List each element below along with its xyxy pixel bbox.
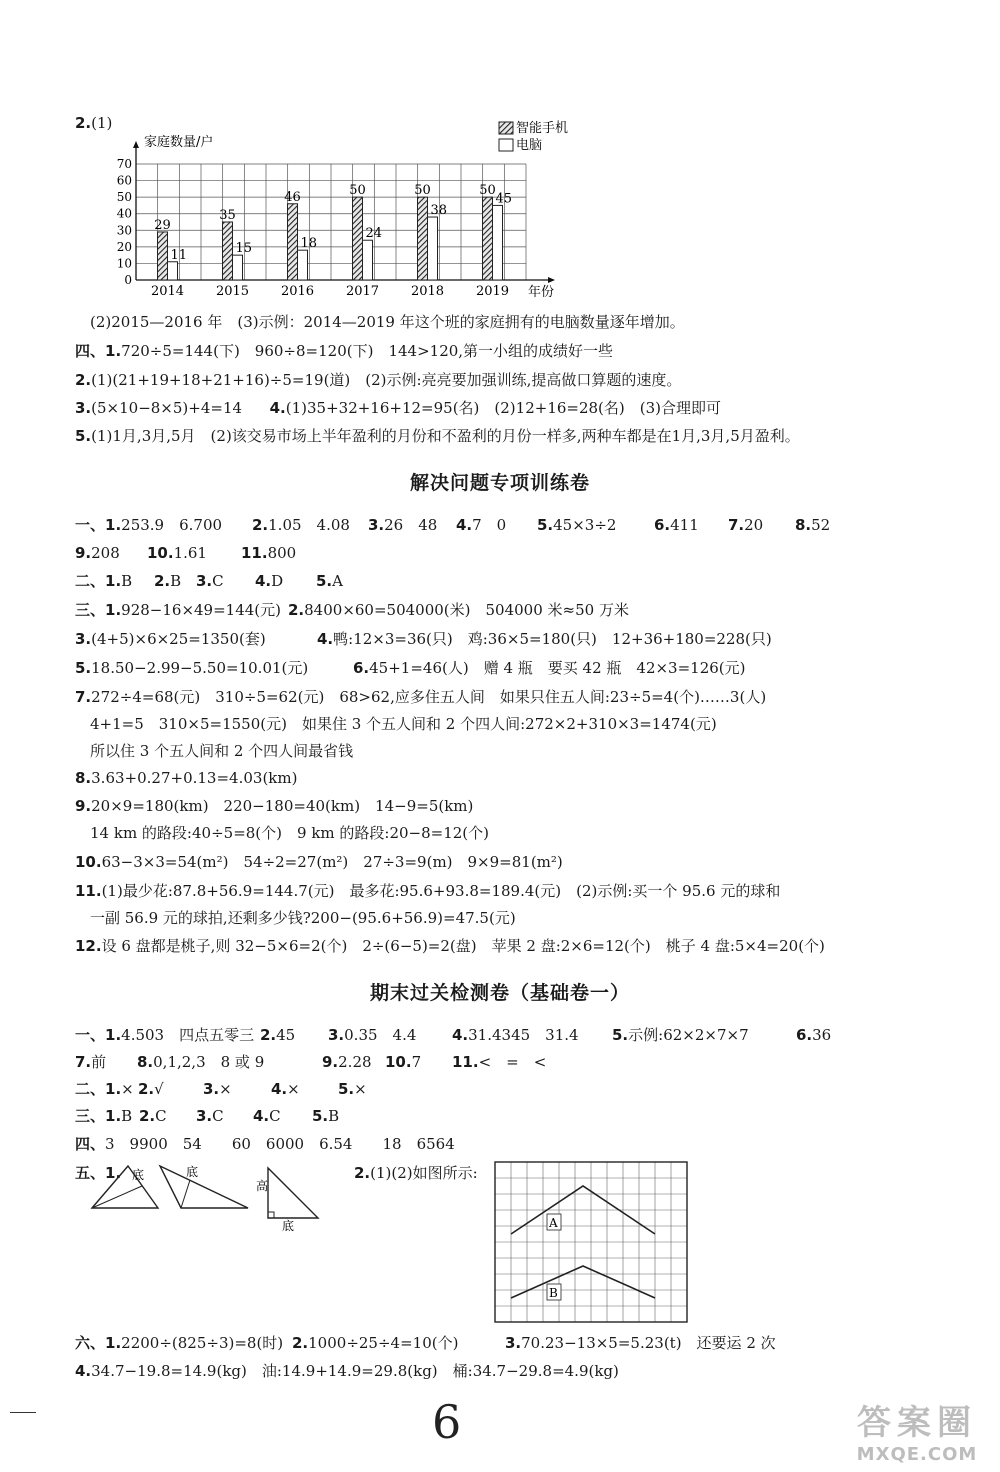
jj-q4: 4.7 0 <box>456 516 507 534</box>
question-sub: (1) <box>91 114 113 132</box>
bar-computer <box>363 240 373 280</box>
qm-q4: 4.31.4345 31.4 <box>452 1026 579 1044</box>
jj-s2: 2.8400×60=504000(米) 504000 米≈50 万米 <box>288 601 629 619</box>
triangles-figure <box>88 1160 328 1233</box>
y-tick-label: 20 <box>116 239 132 254</box>
base-label-2: 底 <box>186 1165 199 1179</box>
legend-label-smartphone: 智能手机 <box>516 121 569 136</box>
jj-s6: 6.45+1=46(人) 赠 4 瓶 要买 42 瓶 42×3=126(元) <box>353 659 746 677</box>
y-axis-label: 家庭数量/户 <box>144 135 214 150</box>
shape-b <box>511 1266 655 1298</box>
grid-lines <box>495 1162 687 1322</box>
qm-q9: 9.2.28 <box>322 1053 372 1071</box>
qm-q7: 7.前 <box>75 1053 107 1071</box>
qm-tf2: 2.√ <box>138 1080 164 1098</box>
section-title-problem-solving: 解决问题专项训练卷 <box>409 472 590 494</box>
jj-choice3: 3.C <box>196 572 224 590</box>
qm-q1: 一、1.4.503 四点五零三 <box>75 1026 255 1044</box>
qm-part5-label: 五、1. <box>75 1164 122 1182</box>
watermark-title: 答案圈 <box>857 1403 977 1443</box>
jj-s8: 8.3.63+0.27+0.13=4.03(km) <box>75 769 298 787</box>
bar-computer <box>493 205 503 280</box>
watermark-url: MXQE.COM <box>856 1444 978 1465</box>
y-tick-label: 0 <box>124 273 132 287</box>
bar-value-label: 29 <box>154 217 171 233</box>
watermark-logo <box>842 1395 992 1467</box>
qm-mc4: 4.C <box>253 1107 281 1125</box>
bar-value-label: 24 <box>365 226 383 242</box>
section-prefix: 三、 <box>75 1107 106 1125</box>
question-number: 1. <box>105 516 122 534</box>
bar-smartphone <box>418 197 428 280</box>
grid-figure <box>495 1162 695 1322</box>
legend-swatch-computer <box>499 139 513 151</box>
triangle-3 <box>268 1168 318 1218</box>
jj-s11: 11.(1)最少花:87.8+56.9=144.7(元) 最多花:95.6+93.8=189.4(元) (2)示例:买一个 95.6 元的球和 <box>75 882 781 900</box>
height-line-1 <box>92 1186 142 1208</box>
x-tick-label: 2017 <box>345 284 380 299</box>
chart-bars <box>158 197 503 280</box>
x-tick-label: 2016 <box>280 284 315 299</box>
jj-s11-line2: 一副 56.9 元的球拍,还剩多少钱?200−(95.6+56.9)=47.5(元) <box>90 909 516 927</box>
triangle-1 <box>92 1166 158 1208</box>
jj-s7-line2: 4+1=5 310×5=1550(元) 如果住 3 个五人间和 2 个四人间:272×2+310×3=1474(元) <box>90 715 717 733</box>
question-number: 3. <box>75 399 92 417</box>
bar-smartphone <box>353 197 363 280</box>
shape-b-label: B <box>549 1286 558 1300</box>
question-number: 2. <box>75 371 92 389</box>
jj-part1-row1 <box>75 515 222 535</box>
page-number: 6 <box>432 1395 462 1449</box>
qm-q8: 8.0,1,2,3 8 或 9 <box>137 1053 265 1071</box>
legend-swatch-smartphone <box>499 122 513 134</box>
right-angle-mark <box>268 1212 274 1218</box>
answer-text: (1)35+32+16+12=95(名) (2)12+16=28(名) (3)合理即可 <box>285 399 722 417</box>
qm-part4: 四、3 9900 54 60 6000 6.54 18 6564 <box>75 1135 455 1153</box>
qm-q11: 11.< = < <box>452 1053 547 1071</box>
jj-s7: 7.272÷4=68(元) 310÷5=62(元) 68>62,应多住五人间 如果只住五人间:23÷5=4(个)……3(人) <box>75 688 767 706</box>
answer-text: (1)(21+19+18+21+16)÷5=19(道) (2)示例:亮亮要加强训练,提高做口算题的速度。 <box>91 371 682 389</box>
s4-q2 <box>75 370 681 390</box>
bar-value-label: 38 <box>430 203 448 219</box>
bar-computer <box>298 250 308 280</box>
jj-s5: 5.18.50−2.99−5.50=10.01(元) <box>75 659 309 677</box>
section-prefix: 三、 <box>75 601 106 619</box>
bar-chart <box>0 112 600 312</box>
y-tick-label: 30 <box>116 223 132 238</box>
bar-value-label: 50 <box>479 183 496 199</box>
bar-value-label: 50 <box>414 183 431 199</box>
answer-text: 720÷5=144(下) 960÷8=120(下) 144>120,第一小组的成绩好一些 <box>121 342 614 360</box>
x-axis-label: 年份 <box>528 285 555 300</box>
section-prefix: 一、 <box>75 516 106 534</box>
bar-smartphone <box>158 232 168 280</box>
triangle-2 <box>160 1166 248 1208</box>
bar-smartphone <box>483 197 493 280</box>
jj-s3: 3.(4+5)×6×25=1350(套) <box>75 630 266 648</box>
answer-text: (5×10−8×5)+4=14 <box>91 399 243 417</box>
jj-q2: 2.1.05 4.08 <box>252 516 350 534</box>
y-tick-label: 40 <box>116 206 132 221</box>
qm-q5: 5.示例:62×2×7×7 <box>612 1026 749 1044</box>
jj-q3: 3.26 48 <box>368 516 438 534</box>
s4-q5 <box>75 426 800 446</box>
qm-tf3: 3.× <box>203 1080 232 1098</box>
jj-q9: 9.208 <box>75 544 120 562</box>
y-tick-label: 70 <box>116 157 132 171</box>
jj-choice4: 4.D <box>255 572 284 590</box>
jj-s7-line3: 所以住 3 个五人间和 2 个四人间最省钱 <box>90 742 354 760</box>
question-number: 4. <box>269 399 286 417</box>
qm-part6-q1: 六、1.2200÷(825÷3)=8(时) <box>75 1334 284 1352</box>
qm-mc5: 5.B <box>312 1107 340 1125</box>
x-axis-arrow <box>548 277 555 283</box>
jj-s9: 9.20×9=180(km) 220−180=40(km) 14−9=5(km) <box>75 797 474 815</box>
qm-q3: 3.0.35 4.4 <box>328 1026 417 1044</box>
qm-tf4: 4.× <box>271 1080 300 1098</box>
y-tick-label: 50 <box>116 190 132 205</box>
section-prefix: 五、 <box>75 1164 106 1182</box>
bar-value-label: 11 <box>170 247 188 263</box>
y-axis-arrow <box>133 141 139 148</box>
section-prefix: 一、 <box>75 1026 106 1044</box>
base-label-3: 底 <box>282 1219 295 1233</box>
qm-mc2: 2.C <box>139 1107 167 1125</box>
qm-q10: 10.7 <box>385 1053 422 1071</box>
bar-value-label: 50 <box>349 183 366 199</box>
bar-value-label: 46 <box>284 189 301 205</box>
qm-part6-q4: 4.34.7−19.8=14.9(kg) 油:14.9+14.9=29.8(kg) 桶:34.7−29.8=4.9(kg) <box>75 1362 619 1380</box>
qm-mc1: 三、1.B <box>75 1107 133 1125</box>
height-label: 高 <box>256 1179 269 1193</box>
x-tick-label: 2018 <box>410 284 445 299</box>
jj-s4: 4.鸭:12×3=36(只) 鸡:36×5=180(只) 12+36+180=228(只) <box>317 630 772 648</box>
jj-q10: 10.1.61 <box>147 544 207 562</box>
qm-tf5: 5.× <box>338 1080 367 1098</box>
bar-smartphone <box>223 222 233 280</box>
qm-mc3: 3.C <box>196 1107 224 1125</box>
qm-part6-q3: 3.70.23−13×5=5.23(t) 还要运 2 次 <box>505 1334 776 1352</box>
jj-s1: 三、1.928−16×49=144(元) <box>75 601 282 619</box>
shape-a-label: A <box>549 1216 558 1230</box>
footer-rule <box>10 1412 36 1413</box>
y-tick-label: 10 <box>116 256 132 271</box>
jj-q7: 7.20 <box>728 516 764 534</box>
jj-q11: 11.800 <box>241 544 297 562</box>
answer-text: (1)1月,3月,5月 (2)该交易市场上半年盈利的月份和不盈利的月份一样多,两种车都是在1月,3月,5月盈利。 <box>91 427 800 445</box>
jj-q5: 5.45×3÷2 <box>537 516 617 534</box>
bar-value-label: 18 <box>300 236 318 252</box>
section-title-final-exam: 期末过关检测卷（基础卷一） <box>369 982 630 1004</box>
jj-choice2: 2.B <box>154 572 182 590</box>
bar-value-label: 35 <box>219 208 236 223</box>
bar-smartphone <box>288 204 298 280</box>
s4-q3-q4 <box>75 398 721 418</box>
jj-part2: 二、1.B <box>75 572 133 590</box>
bar-computer <box>428 217 438 280</box>
section-prefix: 二、 <box>75 1080 106 1098</box>
jj-q6: 6.411 <box>654 516 699 534</box>
x-tick-label: 2015 <box>215 284 250 299</box>
answer-text: 253.9 6.700 <box>121 516 223 534</box>
height-line-2 <box>181 1180 190 1208</box>
jj-s12: 12.设 6 盘都是桃子,则 32−5×6=2(个) 2÷(6−5)=2(盘) 苹果 2 盘:2×6=12(个) 桃子 4 盘:5×4=20(个) <box>75 937 825 955</box>
qm-q2: 2.45 <box>260 1026 296 1044</box>
y-tick-label: 60 <box>116 173 132 188</box>
x-tick-label: 2019 <box>475 284 510 299</box>
jj-choice5: 5.A <box>316 572 343 590</box>
question-number: 5. <box>75 427 92 445</box>
bar-value-label: 45 <box>495 191 513 207</box>
jj-s9-line2: 14 km 的路段:40÷5=8(个) 9 km 的路段:20−8=12(个) <box>90 824 490 842</box>
question-number: 1. <box>105 342 122 360</box>
section-prefix: 二、 <box>75 572 106 590</box>
bar-computer <box>168 262 178 280</box>
base-label-1: 底 <box>132 1168 145 1182</box>
s4-q1 <box>75 341 613 361</box>
chart-notes: (2)2015—2016 年 (3)示例：2014—2019 年这个班的家庭拥有的电脑数量逐年增加。 <box>90 313 685 331</box>
legend <box>499 120 568 153</box>
qm-q6: 6.36 <box>796 1026 832 1044</box>
section-prefix: 四、 <box>75 342 106 360</box>
jj-q8: 8.52 <box>795 516 831 534</box>
qm-part6-q2: 2.1000÷25÷4=10(个) <box>292 1334 459 1352</box>
question-number: 2. <box>75 114 92 132</box>
section-prefix: 六、 <box>75 1334 106 1352</box>
legend-label-computer: 电脑 <box>516 138 543 153</box>
bar-value-label: 15 <box>235 241 253 257</box>
section-prefix: 四、 <box>75 1135 106 1153</box>
jj-s10: 10.63−3×3=54(m²) 54÷2=27(m²) 27÷3=9(m) 9×9=81(m²) <box>75 853 563 871</box>
qm-tf1: 二、1.× <box>75 1080 134 1098</box>
bar-computer <box>233 255 243 280</box>
qm-part5-q2: 2.(1)(2)如图所示: <box>354 1164 478 1182</box>
x-tick-label: 2014 <box>150 284 185 299</box>
